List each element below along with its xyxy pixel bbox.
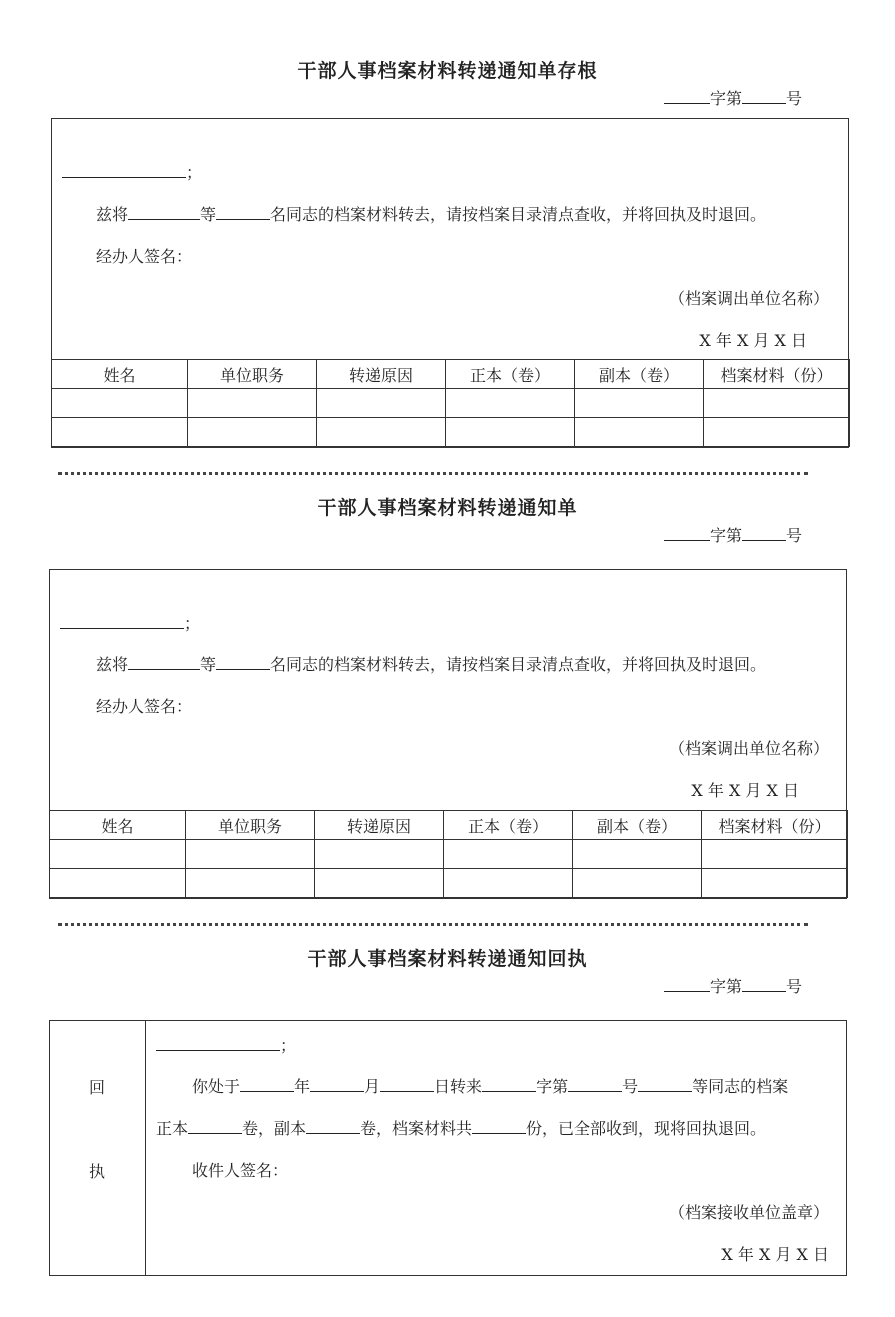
stub-addressee xyxy=(62,160,202,183)
year-blank[interactable] xyxy=(240,1077,294,1092)
body-text-1: 兹将 xyxy=(96,205,129,224)
table-cell[interactable] xyxy=(188,418,317,447)
table-cell[interactable] xyxy=(446,418,575,447)
header-copy: 副本（卷） xyxy=(573,811,702,840)
receipt-side-label-2: 执 xyxy=(89,1162,106,1181)
body-blank-1[interactable] xyxy=(128,655,200,670)
notice-unit-name: （档案调出单位名称） xyxy=(668,739,829,758)
receipt-addressee xyxy=(156,1033,296,1056)
table-row xyxy=(50,840,848,869)
table-cell[interactable] xyxy=(702,840,848,869)
receipt-divider xyxy=(145,1020,146,1276)
material-count-blank[interactable] xyxy=(472,1119,526,1134)
receipt-title: 干部人事档案材料转递通知回执 xyxy=(307,948,588,970)
header-materials: 档案材料（份） xyxy=(702,811,848,840)
body-text-3: 名同志的档案材料转去，请按档案目录清点查收，并将回执及时退回。 xyxy=(270,655,767,674)
ref-zi-label: 字第 xyxy=(710,89,743,108)
table-row xyxy=(52,389,850,418)
receipt-line-1 xyxy=(192,1074,788,1097)
addressee-blank[interactable] xyxy=(156,1036,280,1051)
notice-table xyxy=(49,810,848,898)
ref-hao-blank[interactable] xyxy=(742,526,786,541)
receipt-line-2 xyxy=(156,1116,766,1139)
stub-table xyxy=(51,359,850,447)
table-cell[interactable] xyxy=(317,389,446,418)
ref-hao-blank[interactable] xyxy=(742,89,786,104)
day-blank[interactable] xyxy=(380,1077,434,1092)
header-name: 姓名 xyxy=(52,360,188,389)
table-cell[interactable] xyxy=(50,869,186,898)
ref-hao-label: 号 xyxy=(786,526,803,545)
original-count-blank[interactable] xyxy=(188,1119,242,1134)
ref-zi-blank[interactable] xyxy=(664,526,710,541)
notice-addressee xyxy=(60,611,200,634)
stub-ref-number xyxy=(664,86,802,109)
addressee-blank[interactable] xyxy=(60,614,184,629)
comrades-blank[interactable] xyxy=(638,1077,692,1092)
table-cell[interactable] xyxy=(575,389,704,418)
header-name: 姓名 xyxy=(50,811,186,840)
body-text-2: 等 xyxy=(200,655,217,674)
receipt-text: 卷，档案材料共 xyxy=(360,1119,473,1138)
table-cell[interactable] xyxy=(315,840,444,869)
copy-count-blank[interactable] xyxy=(306,1119,360,1134)
header-reason: 转递原因 xyxy=(317,360,446,389)
table-row xyxy=(52,418,850,447)
header-copy: 副本（卷） xyxy=(575,360,704,389)
receipt-date: X 年 X 月 X 日 xyxy=(721,1245,829,1264)
hao-blank[interactable] xyxy=(568,1077,622,1092)
zi-blank[interactable] xyxy=(482,1077,536,1092)
table-cell[interactable] xyxy=(52,418,188,447)
table-cell[interactable] xyxy=(315,869,444,898)
receipt-text: 月 xyxy=(364,1077,381,1096)
notice-signer: 经办人签名： xyxy=(96,697,193,716)
table-cell[interactable] xyxy=(704,389,850,418)
notice-body-line xyxy=(96,652,766,675)
receipt-box xyxy=(49,1020,847,1276)
receipt-text: 字第 xyxy=(536,1077,569,1096)
header-materials: 档案材料（份） xyxy=(704,360,850,389)
addressee-suffix: ； xyxy=(186,163,203,182)
header-position: 单位职务 xyxy=(186,811,315,840)
ref-zi-blank[interactable] xyxy=(664,89,710,104)
body-text-2: 等 xyxy=(200,205,217,224)
ref-hao-blank[interactable] xyxy=(742,977,786,992)
receipt-text: 日转来 xyxy=(434,1077,483,1096)
body-text-1: 兹将 xyxy=(96,655,129,674)
table-header-row xyxy=(50,811,848,840)
ref-zi-label: 字第 xyxy=(710,977,743,996)
addressee-blank[interactable] xyxy=(62,163,186,178)
notice-date: X 年 X 月 X 日 xyxy=(691,781,799,800)
receipt-text: 卷，副本 xyxy=(242,1119,307,1138)
stub-date: X 年 X 月 X 日 xyxy=(699,331,807,350)
receipt-ref-number xyxy=(664,974,802,997)
table-row xyxy=(50,869,848,898)
body-blank-2[interactable] xyxy=(216,655,270,670)
table-cell[interactable] xyxy=(704,418,850,447)
table-cell[interactable] xyxy=(573,869,702,898)
cut-line xyxy=(58,923,808,926)
stub-unit-name: （档案调出单位名称） xyxy=(668,289,829,308)
receipt-text: 号 xyxy=(622,1077,639,1096)
table-cell[interactable] xyxy=(702,869,848,898)
receipt-signer: 收件人签名： xyxy=(192,1161,289,1180)
notice-ref-number xyxy=(664,523,802,546)
body-text-3: 名同志的档案材料转去，请按档案目录清点查收，并将回执及时退回。 xyxy=(270,205,767,224)
receipt-text: 正本 xyxy=(156,1119,189,1138)
header-position: 单位职务 xyxy=(188,360,317,389)
header-original: 正本（卷） xyxy=(446,360,575,389)
ref-hao-label: 号 xyxy=(786,977,803,996)
ref-zi-blank[interactable] xyxy=(664,977,710,992)
receipt-text: 你处于 xyxy=(192,1077,241,1096)
ref-hao-label: 号 xyxy=(786,89,803,108)
table-cell[interactable] xyxy=(575,418,704,447)
table-header-row xyxy=(52,360,850,389)
cut-line xyxy=(58,472,808,475)
table-cell[interactable] xyxy=(446,389,575,418)
stub-title: 干部人事档案材料转递通知单存根 xyxy=(297,60,598,82)
table-cell[interactable] xyxy=(188,389,317,418)
body-blank-2[interactable] xyxy=(216,205,270,220)
table-cell[interactable] xyxy=(444,869,573,898)
table-cell[interactable] xyxy=(52,389,188,418)
table-cell[interactable] xyxy=(444,840,573,869)
body-blank-1[interactable] xyxy=(128,205,200,220)
table-cell[interactable] xyxy=(186,840,315,869)
receipt-text: 等同志的档案 xyxy=(692,1077,789,1096)
receipt-text: 份，已全部收到，现将回执退回。 xyxy=(526,1119,767,1138)
header-original: 正本（卷） xyxy=(444,811,573,840)
table-cell[interactable] xyxy=(573,840,702,869)
header-reason: 转递原因 xyxy=(315,811,444,840)
receipt-stamp: （档案接收单位盖章） xyxy=(668,1203,829,1222)
table-cell[interactable] xyxy=(186,869,315,898)
table-cell[interactable] xyxy=(317,418,446,447)
notice-title: 干部人事档案材料转递通知单 xyxy=(317,497,578,519)
addressee-suffix: ； xyxy=(280,1036,297,1055)
stub-body-line xyxy=(96,202,766,225)
receipt-side-label-1: 回 xyxy=(89,1078,106,1097)
ref-zi-label: 字第 xyxy=(710,526,743,545)
stub-signer: 经办人签名： xyxy=(96,247,193,266)
receipt-text: 年 xyxy=(294,1077,311,1096)
table-cell[interactable] xyxy=(50,840,186,869)
month-blank[interactable] xyxy=(310,1077,364,1092)
addressee-suffix: ； xyxy=(184,614,201,633)
